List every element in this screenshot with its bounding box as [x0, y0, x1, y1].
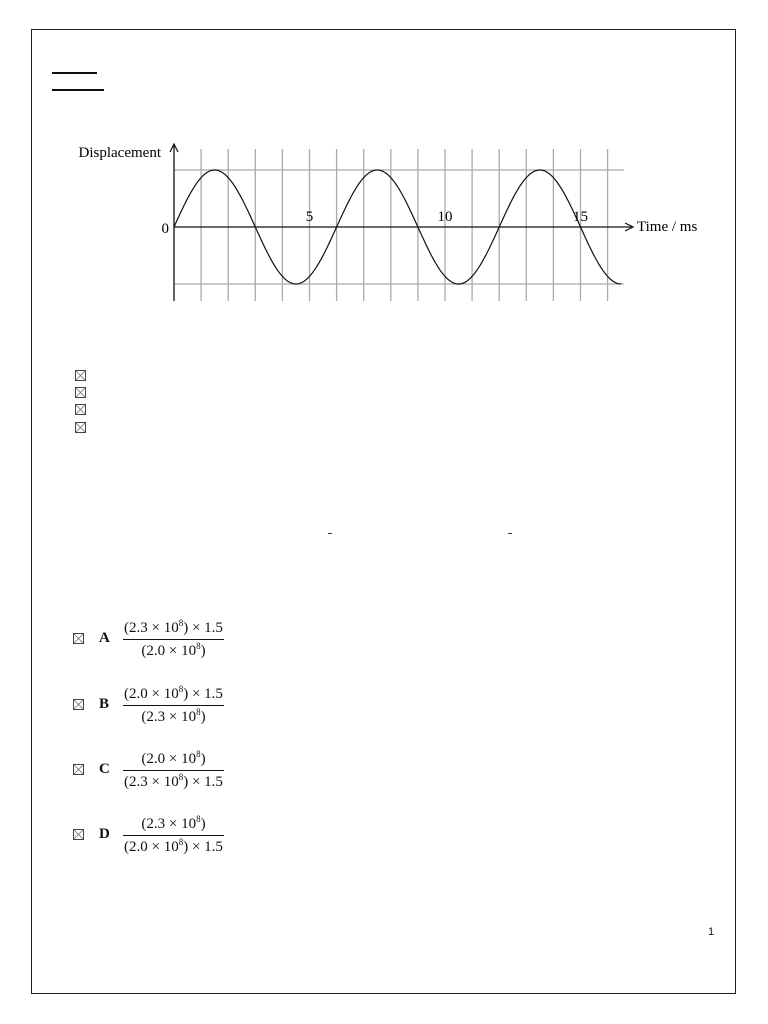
header-rule-bottom — [52, 89, 104, 91]
text-mark-1 — [328, 533, 332, 534]
answer-checkbox-4[interactable] — [75, 422, 86, 433]
fraction-denominator: $(2.0 \times 10^8)$ — [141, 641, 206, 659]
answer-checkbox-3[interactable] — [75, 404, 86, 415]
answer-checkbox-2[interactable] — [75, 387, 86, 398]
option-letter: D — [99, 826, 110, 842]
x-tick-label: 5 — [305, 209, 314, 225]
answer-checkbox-c[interactable] — [73, 764, 84, 775]
fraction-numerator: $(2.0 \times 10^8) \times 1.5$ — [124, 684, 223, 702]
option-letter: A — [99, 630, 110, 646]
fraction-denominator: $(2.3 \times 10^8)$ — [141, 707, 206, 725]
page-number: 1 — [708, 926, 715, 938]
option-letter: C — [99, 761, 110, 777]
option-fraction — [123, 814, 224, 857]
origin-label: 0 — [161, 221, 169, 237]
fraction-numerator: $(2.3 \times 10^8) \times 1.5$ — [124, 618, 223, 636]
fraction-bar — [123, 835, 224, 836]
fraction-bar — [123, 639, 224, 640]
option-fraction — [123, 684, 224, 727]
answer-checkbox-1[interactable] — [75, 370, 86, 381]
answer-checkbox-a[interactable] — [73, 633, 84, 644]
x-tick-label: 10 — [437, 209, 453, 225]
fraction-numerator: $(2.0 \times 10^8)$ — [141, 749, 206, 767]
option-letter: B — [99, 696, 110, 712]
x-tick-labels — [306, 209, 588, 225]
fraction-denominator: $(2.3 \times 10^8) \times 1.5$ — [124, 772, 223, 790]
y-axis-label: Displacement — [78, 145, 161, 161]
graph-grid — [174, 149, 624, 301]
text-mark-2 — [508, 533, 512, 534]
fraction-numerator: $(2.3 \times 10^8)$ — [141, 814, 206, 832]
x-tick-label: 15 — [573, 209, 588, 225]
graph-axes — [170, 144, 633, 301]
fraction-bar — [123, 705, 224, 706]
option-fraction — [123, 749, 224, 792]
option-fraction — [123, 618, 224, 661]
header-rule-top — [52, 72, 97, 74]
x-axis-label: Time / ms — [637, 219, 698, 235]
answer-checkbox-d[interactable] — [73, 829, 84, 840]
displacement-time-graph — [55, 135, 715, 310]
fraction-bar — [123, 770, 224, 771]
fraction-denominator: $(2.0 \times 10^8) \times 1.5$ — [124, 837, 223, 855]
answer-checkbox-b[interactable] — [73, 699, 84, 710]
